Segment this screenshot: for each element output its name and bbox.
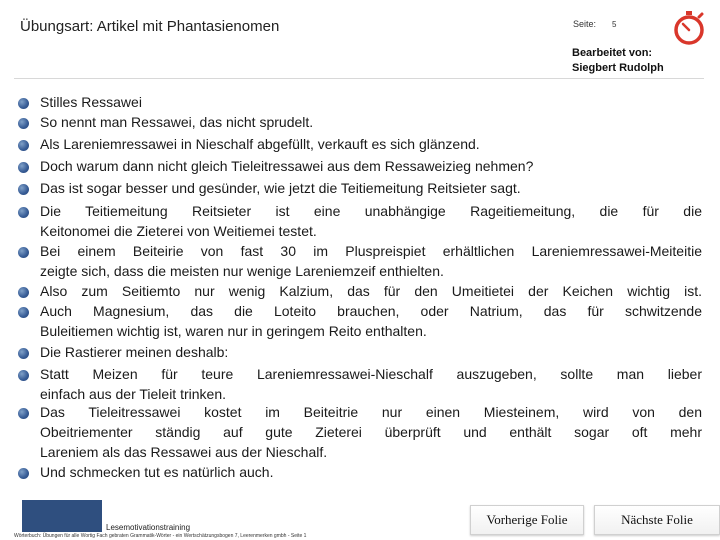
text-segment: Das ist sogar besser und gesünder, wie jetzt die Teitiemeitung Reitsieter sagt. bbox=[40, 180, 521, 196]
text-line bbox=[40, 366, 702, 382]
text-line bbox=[40, 424, 702, 440]
text-line bbox=[40, 323, 427, 339]
text-segment: Auch Magnesium, das die Loteito brauchen, oder Natrium, das für schwitzende bbox=[40, 303, 702, 319]
text-line bbox=[40, 404, 702, 420]
text-segment: Die Rastierer meinen deshalb: bbox=[40, 344, 229, 360]
bullet-icon bbox=[18, 98, 29, 109]
text-line bbox=[40, 263, 444, 279]
text-segment: Bei einem Beiteirie von fast 30 im Pluspreispiet erhältlichen Lareniemressawei-Meiteitie bbox=[40, 243, 702, 259]
text-segment: Obeitriementer ständig auf gute Zieterei überprüft und enthält sogar oft mehr bbox=[40, 424, 702, 440]
text-segment: Statt Meizen für teure Lareniemressawei-Nieschalf auszugeben, sollte man lieber bbox=[40, 366, 702, 382]
bullet-icon bbox=[18, 348, 29, 359]
text-line bbox=[40, 283, 702, 299]
stopwatch-icon bbox=[672, 10, 706, 46]
edited-by-name: Siegbert Rudolph bbox=[572, 62, 664, 74]
page-label: Seite: bbox=[573, 19, 597, 29]
text-line bbox=[40, 136, 480, 152]
text-line bbox=[40, 243, 702, 259]
logo bbox=[22, 500, 102, 532]
edited-by-label: Bearbeitet von: bbox=[572, 47, 653, 59]
text-segment: zeigte sich, dass die meisten nur wenige Lareniemzeif enthielten. bbox=[40, 263, 444, 279]
header-divider bbox=[14, 78, 704, 79]
edited-by bbox=[572, 46, 664, 76]
text-segment: Lareniem als das Ressawei aus der Nieschalf. bbox=[40, 444, 328, 460]
page-title: Übungsart: Artikel mit Phantasienomen bbox=[20, 18, 280, 35]
bullet-icon bbox=[18, 287, 29, 298]
text-line bbox=[40, 203, 702, 219]
text-segment: Keitonomei die Zieterei von Weitiemei testet. bbox=[40, 223, 317, 239]
text-line bbox=[40, 444, 327, 460]
bullet-icon bbox=[18, 118, 29, 129]
text-line bbox=[40, 223, 317, 239]
text-line bbox=[40, 464, 273, 480]
previous-slide-button[interactable]: Vorherige Folie bbox=[470, 505, 584, 535]
text-line bbox=[40, 303, 702, 319]
text-segment: Und schmecken tut es natürlich auch. bbox=[40, 464, 274, 480]
text-line bbox=[40, 344, 228, 360]
text-line bbox=[40, 114, 313, 130]
footer-note: Wörterbuch: Übungen für alle Wortig Fach gebraten Grammatik-Wörter - ein Wertschätzungsbogen 7, Leerenmerken gmbh - Seite 1 bbox=[14, 533, 307, 539]
text-line bbox=[40, 180, 521, 196]
text-segment: einfach aus der Tieleit trinken. bbox=[40, 386, 226, 402]
bullet-icon bbox=[18, 408, 29, 419]
logo-caption: Lesemotivationstraining bbox=[106, 523, 191, 532]
text-segment: Die Teitiemeitung Reitsieter ist eine unabhängige Rageitiemeitung, die für die bbox=[40, 203, 702, 219]
text-line bbox=[40, 158, 533, 174]
bullet-icon bbox=[18, 184, 29, 195]
page-number: 5 bbox=[612, 20, 617, 29]
next-slide-button[interactable]: Nächste Folie bbox=[594, 505, 720, 535]
text-segment: Das Tieleitressawei kostet im Beiteitrie nur einen Miesteinem, wird von den bbox=[40, 404, 702, 420]
bullet-icon bbox=[18, 468, 29, 479]
bullet-icon bbox=[18, 140, 29, 151]
bullet-icon bbox=[18, 370, 29, 381]
text-segment: Stilles Ressawei bbox=[40, 94, 142, 110]
bullet-icon bbox=[18, 307, 29, 318]
text-segment: Buleitiemen wichtig ist, waren nur in geringem Reito enthalten. bbox=[40, 323, 427, 339]
bullet-icon bbox=[18, 207, 29, 218]
text-segment: So nennt man Ressawei, das nicht sprudelt. bbox=[40, 114, 314, 130]
bullet-icon bbox=[18, 162, 29, 173]
bullet-icon bbox=[18, 247, 29, 258]
text-line bbox=[40, 94, 142, 110]
text-line bbox=[40, 386, 226, 402]
text-segment: Doch warum dann nicht gleich Tieleitressawei aus dem Ressaweizieg nehmen? bbox=[40, 158, 534, 174]
text-segment: Also zum Seitiemto nur wenig Kalzium, das für den Umeitietei der Keichen wichtig ist. bbox=[40, 283, 702, 299]
text-segment: Als Lareniemressawei in Nieschalf abgefüllt, verkauft es sich glänzend. bbox=[40, 136, 480, 152]
